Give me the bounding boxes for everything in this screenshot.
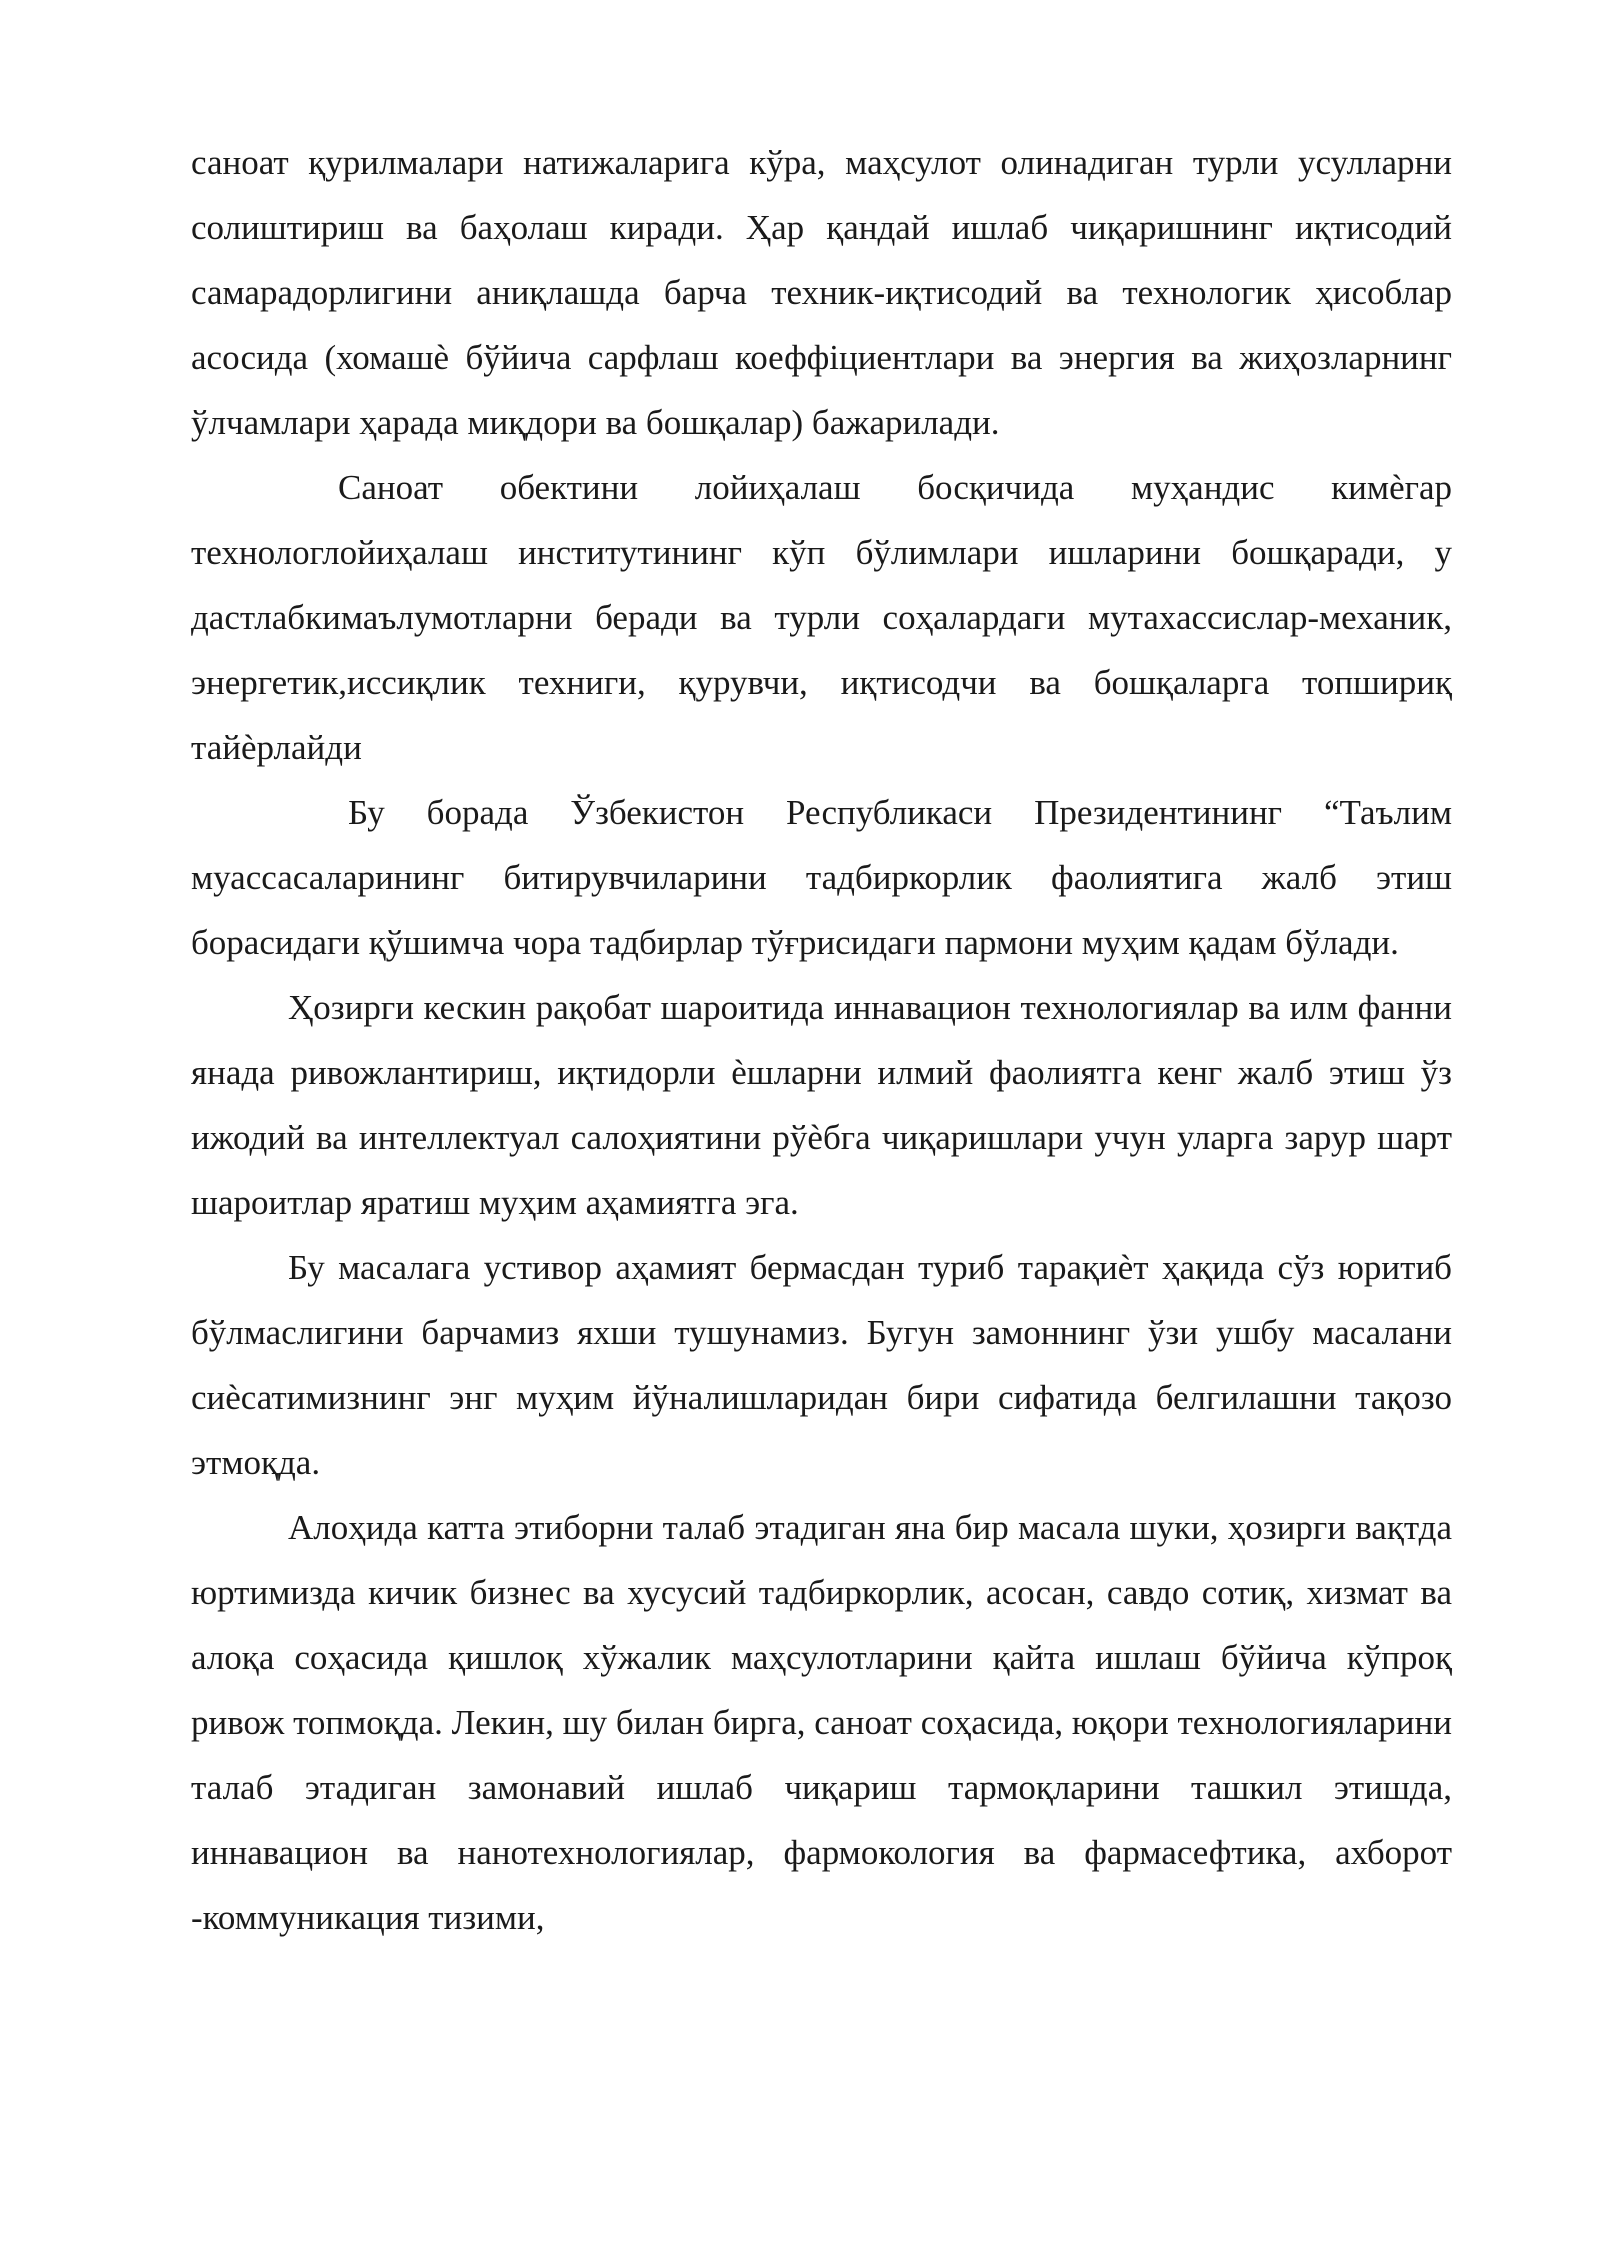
paragraph-3: Бу борада Ўзбекистон Республикаси Президентининг “Таълим муассасаларининг битирувчиларини тадбиркорлик фаолиятига жалб этиш борасидаги қўшимча чора тадбирлар тўғрисидаги пармони муҳим қадам бўлади. <box>191 793 1452 962</box>
document-body <box>191 130 1452 1950</box>
paragraph-1: саноат қурилмалари натижаларига кўра, маҳсулот олинадиган турли усулларни солиштириш ва баҳолаш киради. Ҳар қандай ишлаб чиқаришнинг иқтисодий самарадорлигини аниқлашда барча техник-иқтисодий ва технологик ҳисоблар асосида (хомашѐ бўйича сарфлаш коеффіциентлари ва энергия ва жиҳозларнинг ўлчамлари ҳарада миқдори ва бошқалар) бажарилади. <box>191 143 1452 442</box>
paragraph-4: Ҳозирги кескин рақобат шароитида иннавацион технологиялар ва илм фанни янада ривожлантириш, иқтидорли ѐшларни илмий фаолиятга кенг жалб этиш ўз ижодий ва интеллектуал салоҳиятини рўѐбга чиқаришлари учун уларга зарур шарт шароитлар яратиш муҳим аҳамиятга эга. <box>191 988 1452 1222</box>
paragraph-6: Алоҳида катта этиборни талаб этадиган яна бир масала шуки, ҳозирги вақтда юртимизда кичик бизнес ва хусусий тадбиркорлик, асосан, савдо сотиқ, хизмат ва алоқа соҳасида қишлоқ хўжалик маҳсулотларини қайта ишлаш бўйича кўпроқ ривож топмоқда. Лекин, шу билан бирга, саноат соҳасида, юқори технологияларини талаб этадиган замонавий ишлаб чиқариш тармоқларини ташкил этишда, иннавацион ва нанотехнологиялар, фармокология ва фармасефтика, ахборот -коммуникация тизими, <box>191 1508 1452 1937</box>
paragraph-5: Бу масалага устивор аҳамият бермасдан туриб тарақиѐт ҳақида сўз юритиб бўлмаслигини барчамиз яхши тушунамиз. Бугун замоннинг ўзи ушбу масалани сиѐсатимизнинг энг муҳим йўналишларидан бири сифатида белгилашни тақозо этмоқда. <box>191 1248 1452 1482</box>
paragraph-2: Саноат обектини лойиҳалаш босқичида муҳандис кимѐгар технологлойиҳалаш институтининг кўп бўлимлари ишларини бошқаради, у дастлабкимаълумотларни беради ва турли соҳалардаги мутахассислар-механик, энергетик,иссиқлик техниги, қурувчи, иқтисодчи ва бошқаларга топшириқ тайѐрлайди <box>191 468 1452 767</box>
